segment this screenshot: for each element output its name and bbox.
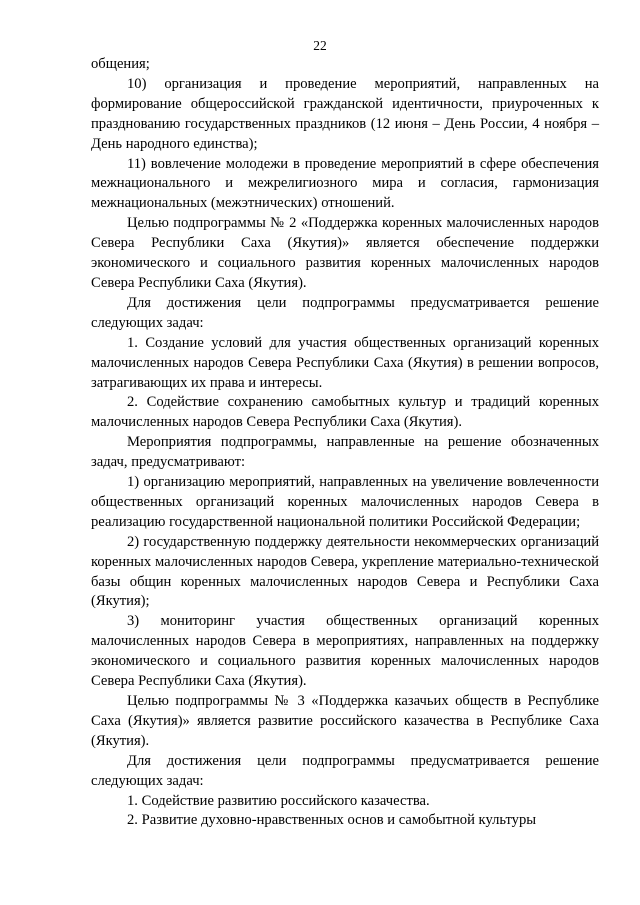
paragraph: 3) мониторинг участия общественных организаций коренных малочисленных народов Севера в мероприятиях, направленных на поддержку экономического и социального развития коренных малочисленных народов Севера Республики Саха (Якутия).: [91, 613, 599, 690]
page-number: 22: [313, 38, 327, 53]
paragraph: 11) вовлечение молодежи в проведение мероприятий в сфере обеспечения межнационального и межрелигиозного мира и согласия, гармонизация межнациональных (межэтнических) отношений.: [91, 155, 599, 212]
paragraph: Целью подпрограммы № 3 «Поддержка казачьих обществ в Республике Саха (Якутия)» является развитие российского казачества в Республике Саха (Якутия).: [91, 693, 599, 749]
paragraph: общения;: [91, 56, 150, 72]
paragraph: Для достижения цели подпрограммы предусматривается решение следующих задач:: [91, 294, 599, 331]
document-body: [91, 55, 599, 831]
paragraph: 2) государственную поддержку деятельности некоммерческих организаций коренных малочисленных народов Севера, укрепление материально-технической базы общин коренных малочисленных народов Севера и Республики Саха (Якутия);: [91, 533, 599, 610]
paragraph: Мероприятия подпрограммы, направленные на решение обозначенных задач, предусматривают:: [91, 434, 599, 471]
paragraph: Целью подпрограммы № 2 «Поддержка коренных малочисленных народов Севера Республики Саха (Якутия)» является обеспечение поддержки экономического и социального развития коренных малочисленных народов Севера Республики Саха (Якутия).: [91, 215, 599, 291]
paragraph: Для достижения цели подпрограммы предусматривается решение следующих задач:: [91, 752, 599, 789]
paragraph: 1. Содействие развитию российского казачества.: [127, 792, 430, 809]
paragraph: 10) организация и проведение мероприятий, направленных на формирование общероссийской гражданской идентичности, приуроченных к празднованию государственных праздников (12 июня – День России, 4 ноября – День народного единства);: [91, 75, 599, 152]
paragraph: 2. Развитие духовно-нравственных основ и самобытной культуры: [127, 812, 537, 829]
paragraph: 1. Создание условий для участия общественных организаций коренных малочисленных народов Севера Республики Саха (Якутия) в решении вопросов, затрагивающих их права и интересы.: [91, 334, 599, 391]
paragraph: 1) организацию мероприятий, направленных на увеличение вовлеченности общественных организаций коренных малочисленных народов Севера в реализацию государственной национальной политики Российской Федерации;: [91, 474, 599, 530]
paragraph: 2. Содействие сохранению самобытных культур и традиций коренных малочисленных народов Севера Республики Саха (Якутия).: [91, 394, 599, 431]
